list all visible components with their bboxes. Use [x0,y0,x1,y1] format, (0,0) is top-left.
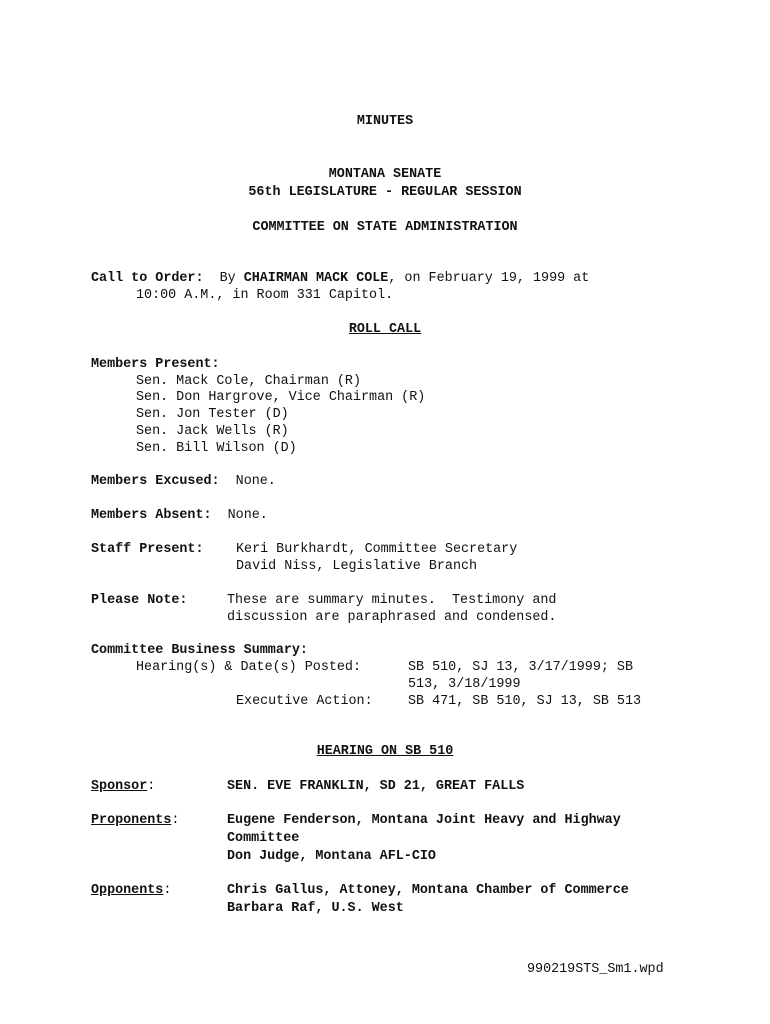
member-item: Sen. Jack Wells (R) [136,424,289,439]
opponents-label: Opponents [91,883,164,898]
staff-item: Keri Burkhardt, Committee Secretary [236,542,518,557]
executive-action-value: SB 471, SB 510, SJ 13, SB 513 [408,694,642,709]
members-present-label: Members Present: [91,357,220,372]
footer-filename: 990219STS_Sm1.wpd [527,962,664,977]
please-note-label: Please Note: [91,593,188,608]
call-to-order-by: By [219,271,236,286]
staff-present-label: Staff Present: [91,542,204,557]
members-absent-line [91,507,268,524]
proponents-line: Proponents: [91,813,180,828]
session-name: 56th LEGISLATURE - REGULAR SESSION [248,185,522,200]
opponent-item: Barbara Raf, U.S. West [227,901,404,916]
proponent-item: Don Judge, Montana AFL-CIO [227,849,436,864]
members-excused-value: None. [235,474,276,489]
page-title: MINUTES [356,114,414,129]
call-to-order-label: Call to Order: [91,271,204,286]
call-to-order-line [91,270,589,287]
hearing-dates-label: Hearing(s) & Date(s) Posted: [136,660,361,675]
member-item: Sen. Bill Wilson (D) [136,441,297,456]
body-name: MONTANA SENATE [328,167,442,182]
opponents-line: Opponents: [91,883,172,898]
call-to-order-time: 10:00 A.M., in Room 331 Capitol. [136,288,394,303]
roll-call-heading: ROLL CALL [348,322,422,337]
opponent-item: Chris Gallus, Attoney, Montana Chamber of Commerce [227,883,629,898]
members-absent-value: None. [227,508,268,523]
hearing-heading: HEARING ON SB 510 [316,744,454,759]
call-to-order-date: , on February 19, 1999 at [388,271,590,286]
hearing-dates-value: 513, 3/18/1999 [408,677,521,692]
proponents-label: Proponents [91,813,172,828]
sponsor-line: Sponsor: [91,779,156,794]
members-excused-line [91,473,276,490]
member-item: Sen. Don Hargrove, Vice Chairman (R) [136,390,426,405]
note-line: discussion are paraphrased and condensed. [227,610,557,625]
hearing-dates-value: SB 510, SJ 13, 3/17/1999; SB [408,660,633,675]
chairman-name: CHAIRMAN MACK COLE [243,271,389,286]
executive-action-label: Executive Action: [236,694,373,709]
committee-name: COMMITTEE ON STATE ADMINISTRATION [252,220,518,235]
member-item: Sen. Jon Tester (D) [136,407,289,422]
members-excused-label: Members Excused: [91,474,220,489]
member-item: Sen. Mack Cole, Chairman (R) [136,374,361,389]
proponent-item: Eugene Fenderson, Montana Joint Heavy and Highway [227,813,621,828]
business-summary-label: Committee Business Summary: [91,643,308,658]
sponsor-label: Sponsor [91,779,148,794]
note-line: These are summary minutes. Testimony and [227,593,557,608]
staff-item: David Niss, Legislative Branch [236,559,478,574]
members-absent-label: Members Absent: [91,508,212,523]
proponent-item: Committee [227,831,300,846]
sponsor-value: SEN. EVE FRANKLIN, SD 21, GREAT FALLS [227,779,525,794]
